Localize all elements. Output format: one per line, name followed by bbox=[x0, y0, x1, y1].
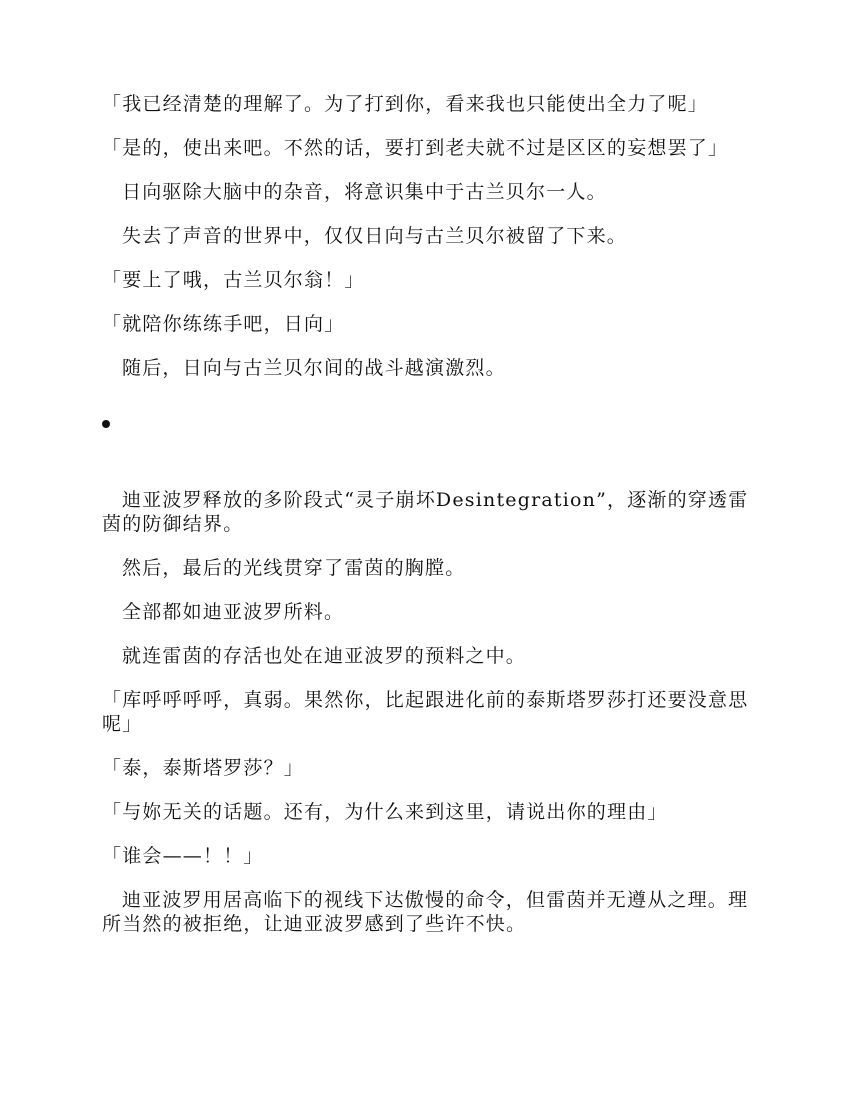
paragraph-dialog: 「就陪你练练手吧，日向」 bbox=[102, 313, 345, 335]
paragraph-narration: 全部都如迪亚波罗所料。 bbox=[122, 601, 345, 623]
paragraph-narration: 失去了声音的世界中，仅仅日向与古兰贝尔被留了下来。 bbox=[122, 225, 628, 247]
paragraph-narration: 迪亚波罗释放的多阶段式“灵子崩坏Desintegration”，逐渐的穿透雷茵的防御结界。 bbox=[102, 489, 749, 535]
paragraph-dialog: 「谁会——！！」 bbox=[102, 845, 264, 867]
paragraph-dialog: 「要上了哦，古兰贝尔翁！」 bbox=[102, 269, 365, 291]
paragraph-narration: 日向驱除大脑中的杂音，将意识集中于古兰贝尔一人。 bbox=[122, 181, 607, 203]
spacer bbox=[102, 462, 752, 488]
paragraph-dialog: 「是的，使出来吧。不然的话，要打到老夫就不过是区区的妄想罢了」 bbox=[102, 137, 729, 159]
paragraph-dialog: 「泰，泰斯塔罗莎？」 bbox=[102, 757, 305, 779]
paragraph-dialog: 「库呼呼呼呼，真弱。果然你，比起跟进化前的泰斯塔罗莎打还要没意思呢」 bbox=[102, 689, 749, 735]
paragraph-dialog: 「与妳无关的话题。还有，为什么来到这里，请说出你的理由」 bbox=[102, 801, 668, 823]
bullet-dot-icon bbox=[102, 420, 110, 428]
paragraph-narration: 迪亚波罗用居高临下的视线下达傲慢的命令，但雷茵并无遵从之理。理所当然的被拒绝，让迪亚波罗感到了些许不快。 bbox=[102, 889, 749, 935]
paragraph-narration: 随后，日向与古兰贝尔间的战斗越演激烈。 bbox=[122, 357, 506, 379]
section-separator bbox=[102, 400, 752, 462]
document-page bbox=[102, 92, 752, 936]
paragraph-dialog: 「我已经清楚的理解了。为了打到你，看来我也只能使出全力了呢」 bbox=[102, 93, 709, 115]
paragraph-narration: 然后，最后的光线贯穿了雷茵的胸膛。 bbox=[122, 557, 466, 579]
paragraph-narration: 就连雷茵的存活也处在迪亚波罗的预料之中。 bbox=[122, 645, 527, 667]
